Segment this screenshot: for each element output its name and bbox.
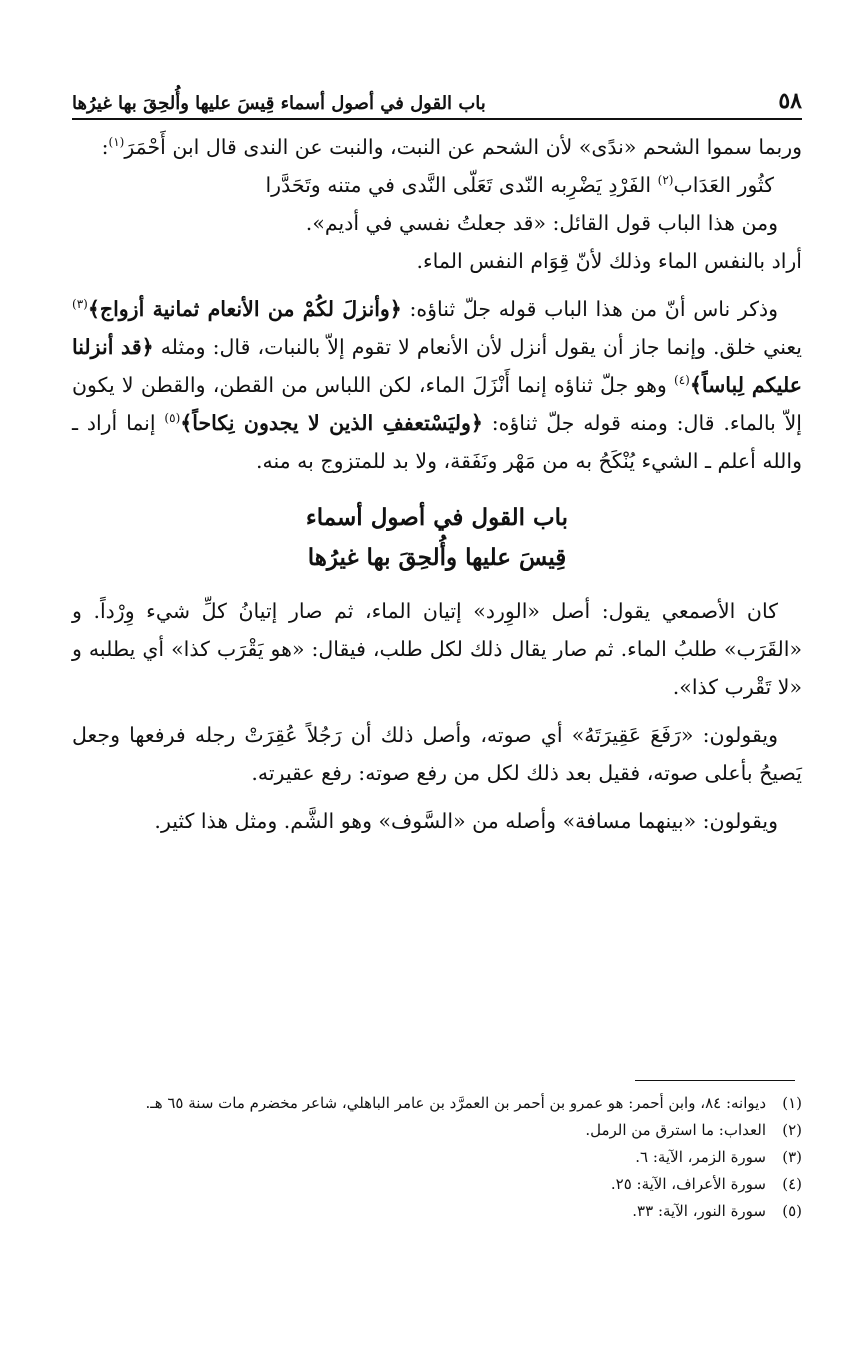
footnote-number: (٥) <box>782 1202 802 1220</box>
poetry-verse: كثُور العَدَاب$^{(٢)}$ الفَرْدِ يَضْرِبه النّدى تَعَلّى النَّدى في متنه وتَحَدَّرا <box>265 173 774 197</box>
paragraph-7: ويقولون: «بينهما مسافة» وأصله من «السَّوف» وهو الشَّم. ومثل هذا كثير. <box>154 809 778 833</box>
footnote-text: العداب: ما استرق من الرمل. <box>585 1121 766 1139</box>
quran-quote-1: ﴿وأنزلَ لكُمْ من الأنعام ثمانية أزواج﴾ <box>87 297 402 321</box>
page-number: ٥٨ <box>778 88 802 114</box>
heading-line-2: قِيسَ عليها وأُلحِقَ بها غيرُها <box>307 544 567 571</box>
quran-quote-2: ﴿قد أنزلنا عليكم لِباساً﴾ <box>72 335 802 397</box>
footnote-number: (٤) <box>782 1175 802 1193</box>
running-title: باب القول في أصول أسماء قِيسَ عليها وأُلحِقَ بها غيرُها <box>72 93 486 114</box>
footnote-text: سورة النور، الآية: ٣٣. <box>632 1202 766 1220</box>
footnote-text: سورة الأعراف، الآية: ٢٥. <box>610 1175 766 1193</box>
paragraph-3: أراد بالنفس الماء وذلك لأنّ قِوَام النفس الماء. <box>416 249 802 273</box>
body-text <box>72 128 802 840</box>
footnotes <box>72 1090 802 1225</box>
footnote-1 <box>72 1090 802 1117</box>
paragraph-6: ويقولون: «رَفَعَ عَقِيرَتَهُ» أي صوته، وأصل ذلك أن رَجُلاً عُقِرَتْ رجله فرفعها وجعل يَصيحُ بأعلى صوته، فقيل بعد ذلك لكل من رفع صوته: رفع عقيرته. <box>72 723 802 785</box>
paragraph-2: ومن هذا الباب قول القائل: «قد جعلتُ نفسي في أديم». <box>305 211 778 235</box>
footnote-number: (٢) <box>782 1121 802 1139</box>
footnote-text: ديوانه: ٨٤، وابن أحمر: هو عمرو بن أحمر بن العمرَّد بن عامر الباهلي، شاعر مخضرم مات سنة ٦٥ هـ. <box>145 1094 766 1112</box>
paragraph-1: وربما سموا الشحم «ندًى» لأن الشحم عن النبت، والنبت عن الندى قال ابن أَحْمَرَ$^{(١)}$: <box>101 135 802 159</box>
footnote-ref-3[interactable]: (٣) <box>72 297 88 312</box>
page-header <box>72 78 802 114</box>
footnote-ref-1[interactable]: (١) <box>108 135 125 150</box>
section-heading <box>72 498 802 578</box>
quran-quote-3: ﴿وليَسْتعففِ الذين لا يجدون نِكاحاً﴾ <box>180 411 483 435</box>
paragraph-5: كان الأصمعي يقول: أصل «الوِرد» إتيان الماء، ثم صار إتيانُ كلِّ شيء وِرْداً. و «القَرَب» طلبُ الماء. ثم صار يقال ذلك لكل طلب، فيقال: «هو يَقْرَب كذا» أي يطلبه و «لا تَقْرب كذا». <box>72 599 802 699</box>
footnote-ref-5[interactable]: (٥) <box>164 411 181 426</box>
header-rule <box>72 118 802 120</box>
footnote-4 <box>72 1171 802 1198</box>
footnote-2 <box>72 1117 802 1144</box>
footnote-5 <box>72 1198 802 1225</box>
footnote-number: (٣) <box>782 1148 802 1166</box>
footnote-text: سورة الزمر، الآية: ٦. <box>635 1148 766 1166</box>
footnote-ref-2[interactable]: (٢) <box>657 173 674 188</box>
footnote-number: (١) <box>782 1094 802 1112</box>
footnote-3 <box>72 1144 802 1171</box>
paragraph-4: وذكر ناس أنّ من هذا الباب قوله جلّ ثناؤه: ﴿وأنزلَ لكُمْ من الأنعام ثمانية أزواج﴾$^{(٣)}$ يعني خلق. وإنما جاز أن يقول أنزل لأن الأنعام لا تقوم إلاّ بالنبات، قال: ومثله ﴿قد أنزلنا عليكم لِباساً﴾$^{(٤)}$ وهو جلّ ثناؤه إنما أَنْزَلَ الماء، لكن اللباس من القطن، والقطن لا يكون إلاّ بالماء. قال: ومنه قوله جلّ ثناؤه: ﴿وليَسْتعففِ الذين لا يجدون نِكاحاً﴾$^{(٥)}$ إنما أراد ـ والله أعلم ـ الشيء يُنْكَحُ به من مَهْر ونَفَقة، ولا بد للمتزوج به منه. <box>72 297 802 473</box>
heading-line-1: باب القول في أصول أسماء <box>305 504 569 531</box>
footnote-ref-4[interactable]: (٤) <box>674 373 690 388</box>
footnote-rule <box>635 1080 795 1081</box>
